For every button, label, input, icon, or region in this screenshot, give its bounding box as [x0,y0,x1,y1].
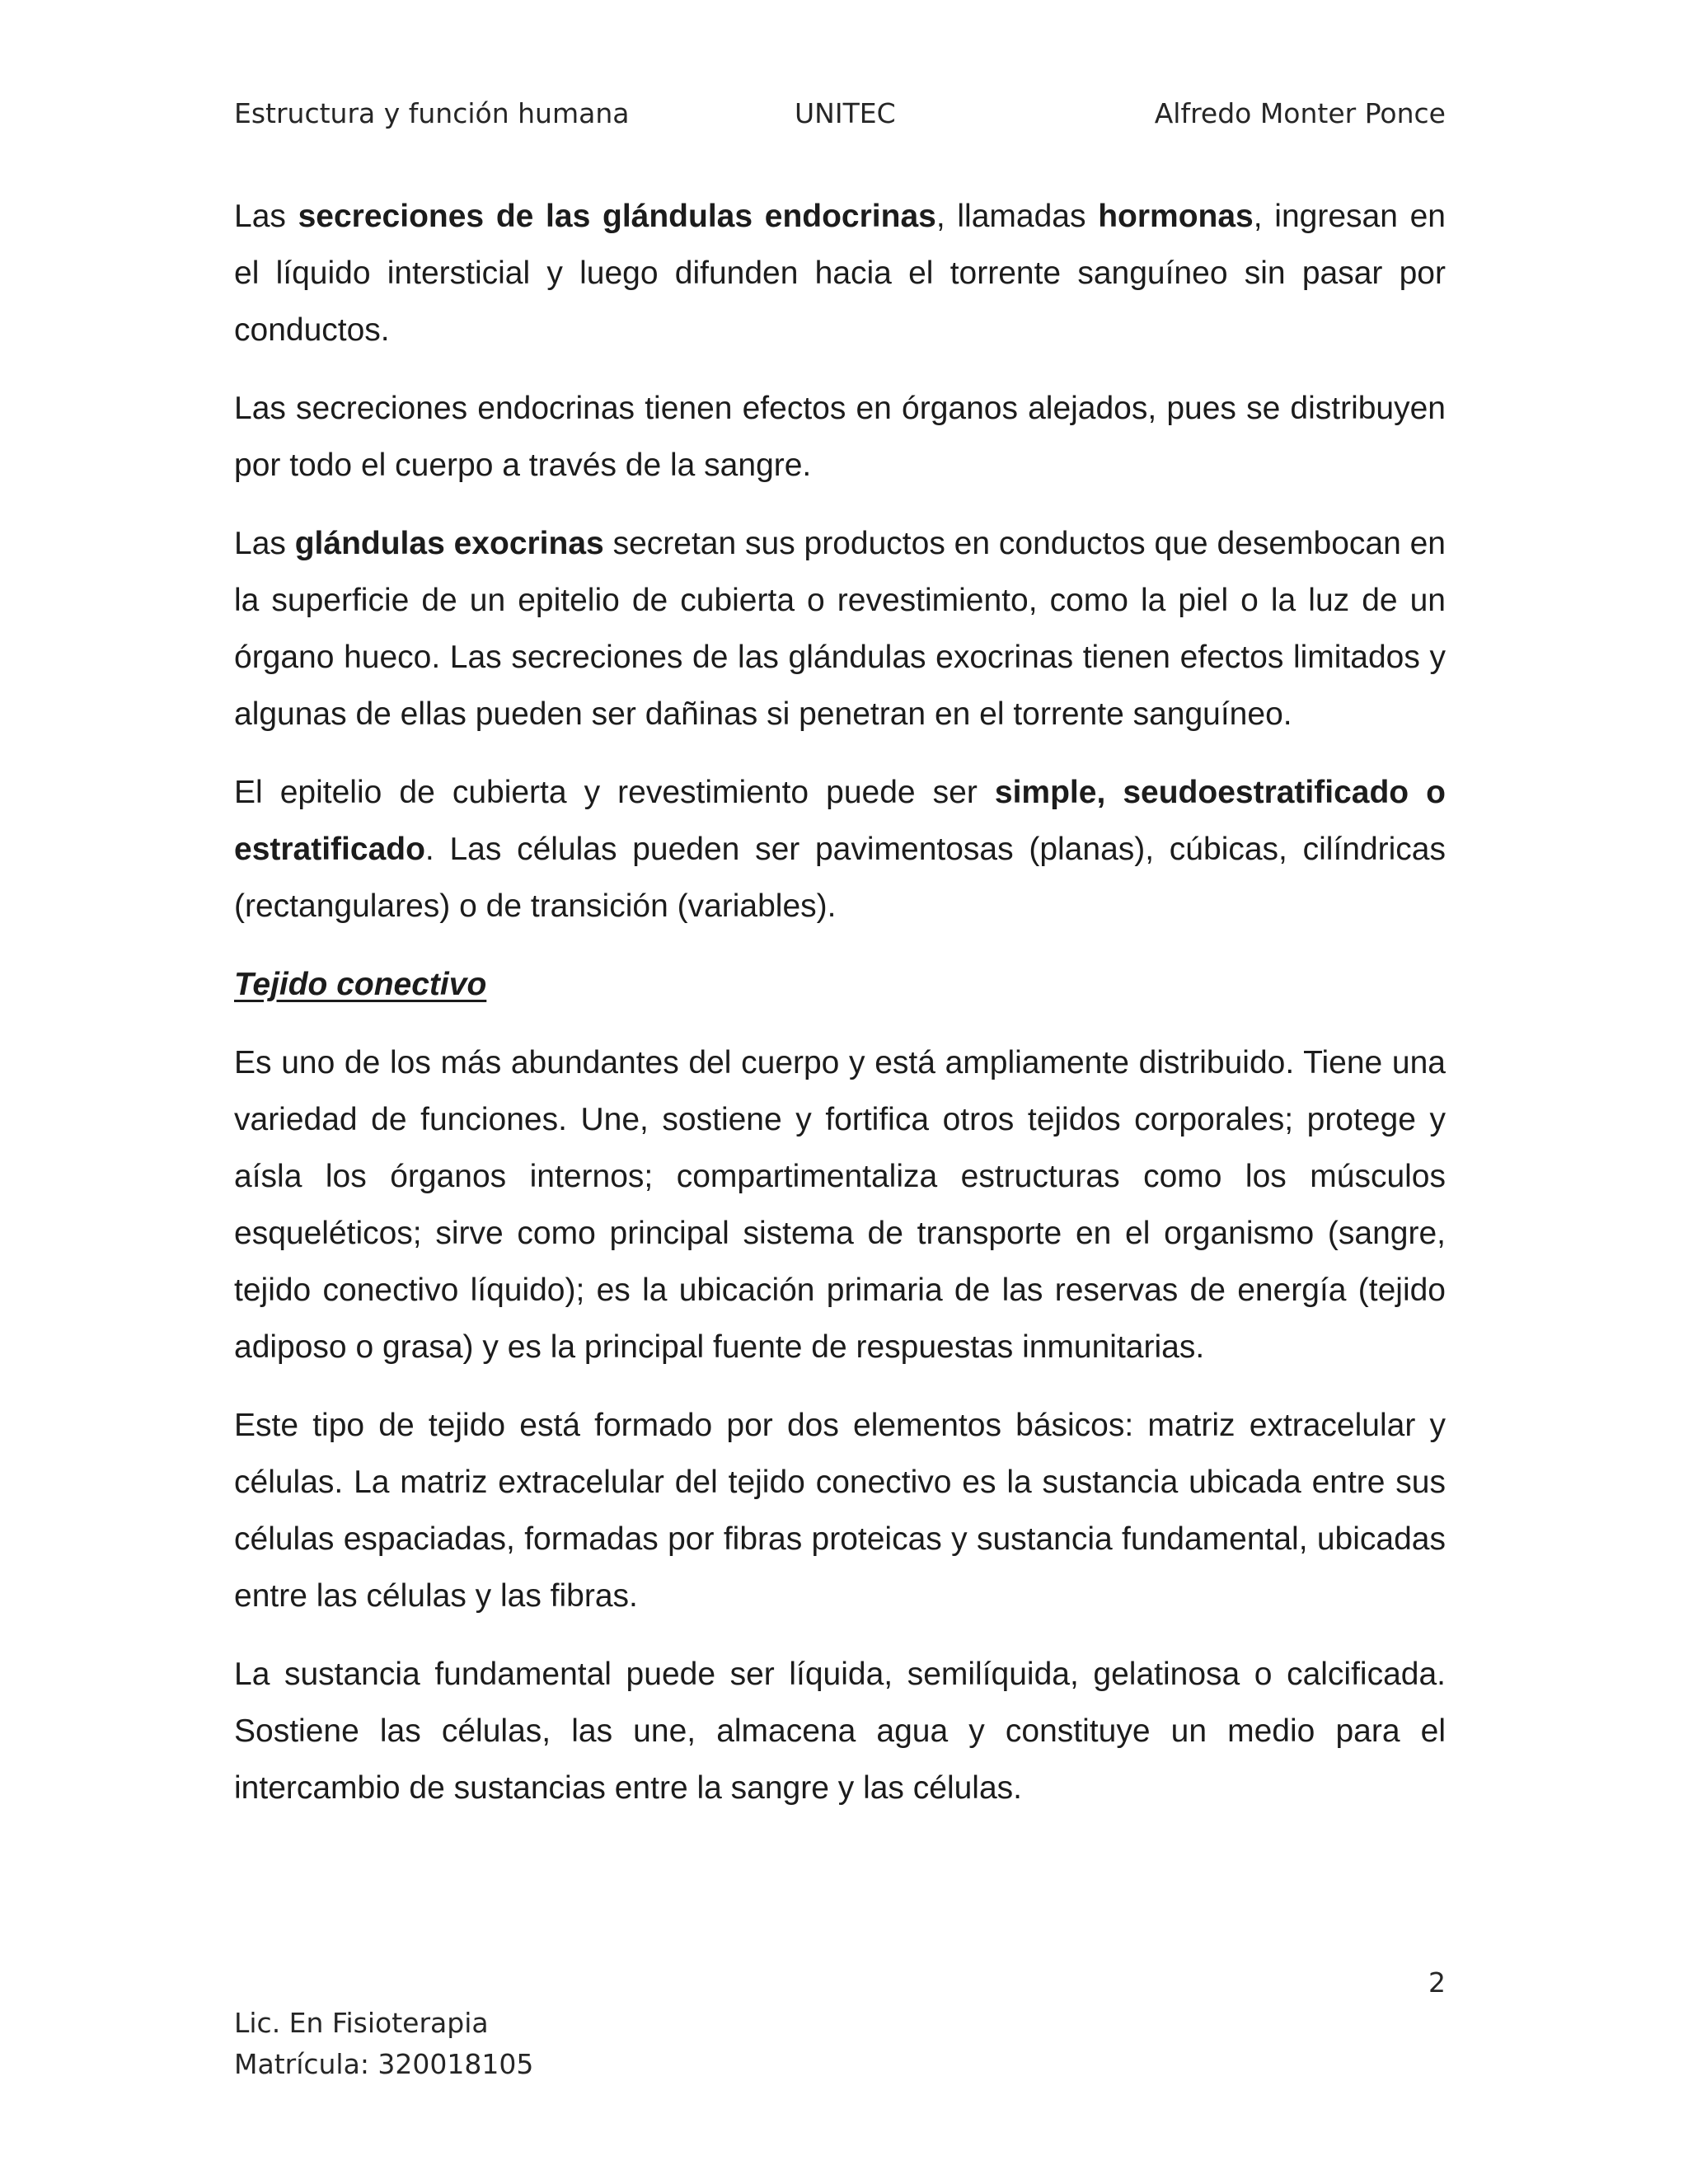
text-run: El epitelio de cubierta y revestimiento puede ser [234,775,995,810]
text-run: . Las células pueden ser pavimentosas (planas), cúbicas, cilíndricas (rectangulares) o de transición (variables). [234,832,1446,924]
header-institution: UNITEC [795,97,896,129]
text-run: secretan sus productos en conductos que desembocan en la superficie de un epitelio de cubierta o revestimiento, como la piel o la luz de un órgano hueco. Las secreciones de las glándulas exocrinas tienen efectos limitados y algunas de ellas pueden ser dañinas si penetran en el torrente sanguíneo. [234,526,1446,732]
text-run: , llamadas [935,199,1099,234]
paragraph-epithelium-types [234,764,1446,935]
section-heading: Tejido conectivo [234,967,487,1002]
paragraph-exocrine-glands [234,515,1446,743]
bold-term: hormonas [1098,199,1254,234]
text-run: Las [234,526,295,561]
paragraph-connective-tissue-functions: Es uno de los más abundantes del cuerpo y está ampliamente distribuido. Tiene una variedad de funciones. Une, sostiene y fortifica otros tejidos corporales; protege y aísla los órganos internos; compartimentaliza estructuras como los músculos esqueléticos; sirve como principal sistema de transporte en el organismo (sangre, tejido conectivo líquido); es la ubicación primaria de las reservas de energía (tejido adiposo o grasa) y es la principal fuente de respuestas inmunitarias. [234,1045,1446,1365]
footer-program: Lic. En Fisioterapia [234,2007,489,2039]
document-body [234,188,1446,1838]
header-course-title: Estructura y función humana [234,97,630,129]
page-header [234,97,1446,138]
text-run: , ingresan en el líquido intersticial y luego difunden hacia el torrente sanguíneo sin pasar por conductos. [234,199,1446,348]
bold-term: secreciones de las glándulas endocrinas [298,199,936,234]
bold-term: glándulas exocrinas [294,526,604,561]
page-number: 2 [1428,1966,1446,1999]
paragraph-ground-substance: La sustancia fundamental puede ser líquida, semilíquida, gelatinosa o calcificada. Sostiene las células, las une, almacena agua y constituye un medio para el intercambio de sustancias entre la sangre y las células. [234,1657,1446,1806]
page-footer [234,2003,533,2085]
text-run: Las [234,199,298,234]
paragraph-endocrine-secretions [234,188,1446,359]
footer-student-id: Matrícula: 320018105 [234,2048,534,2080]
paragraph-connective-tissue-elements: Este tipo de tejido está formado por dos elementos básicos: matriz extracelular y células. La matriz extracelular del tejido conectivo es la sustancia ubicada entre sus células espaciadas, formadas por fibras proteicas y sustancia fundamental, ubicadas entre las células y las fibras. [234,1408,1446,1614]
header-author: Alfredo Monter Ponce [1154,97,1446,129]
bold-term: simple, seudoestratificado o estratificado [234,775,1446,867]
paragraph-endocrine-effects: Las secreciones endocrinas tienen efectos en órganos alejados, pues se distribuyen por todo el cuerpo a través de la sangre. [234,391,1446,483]
